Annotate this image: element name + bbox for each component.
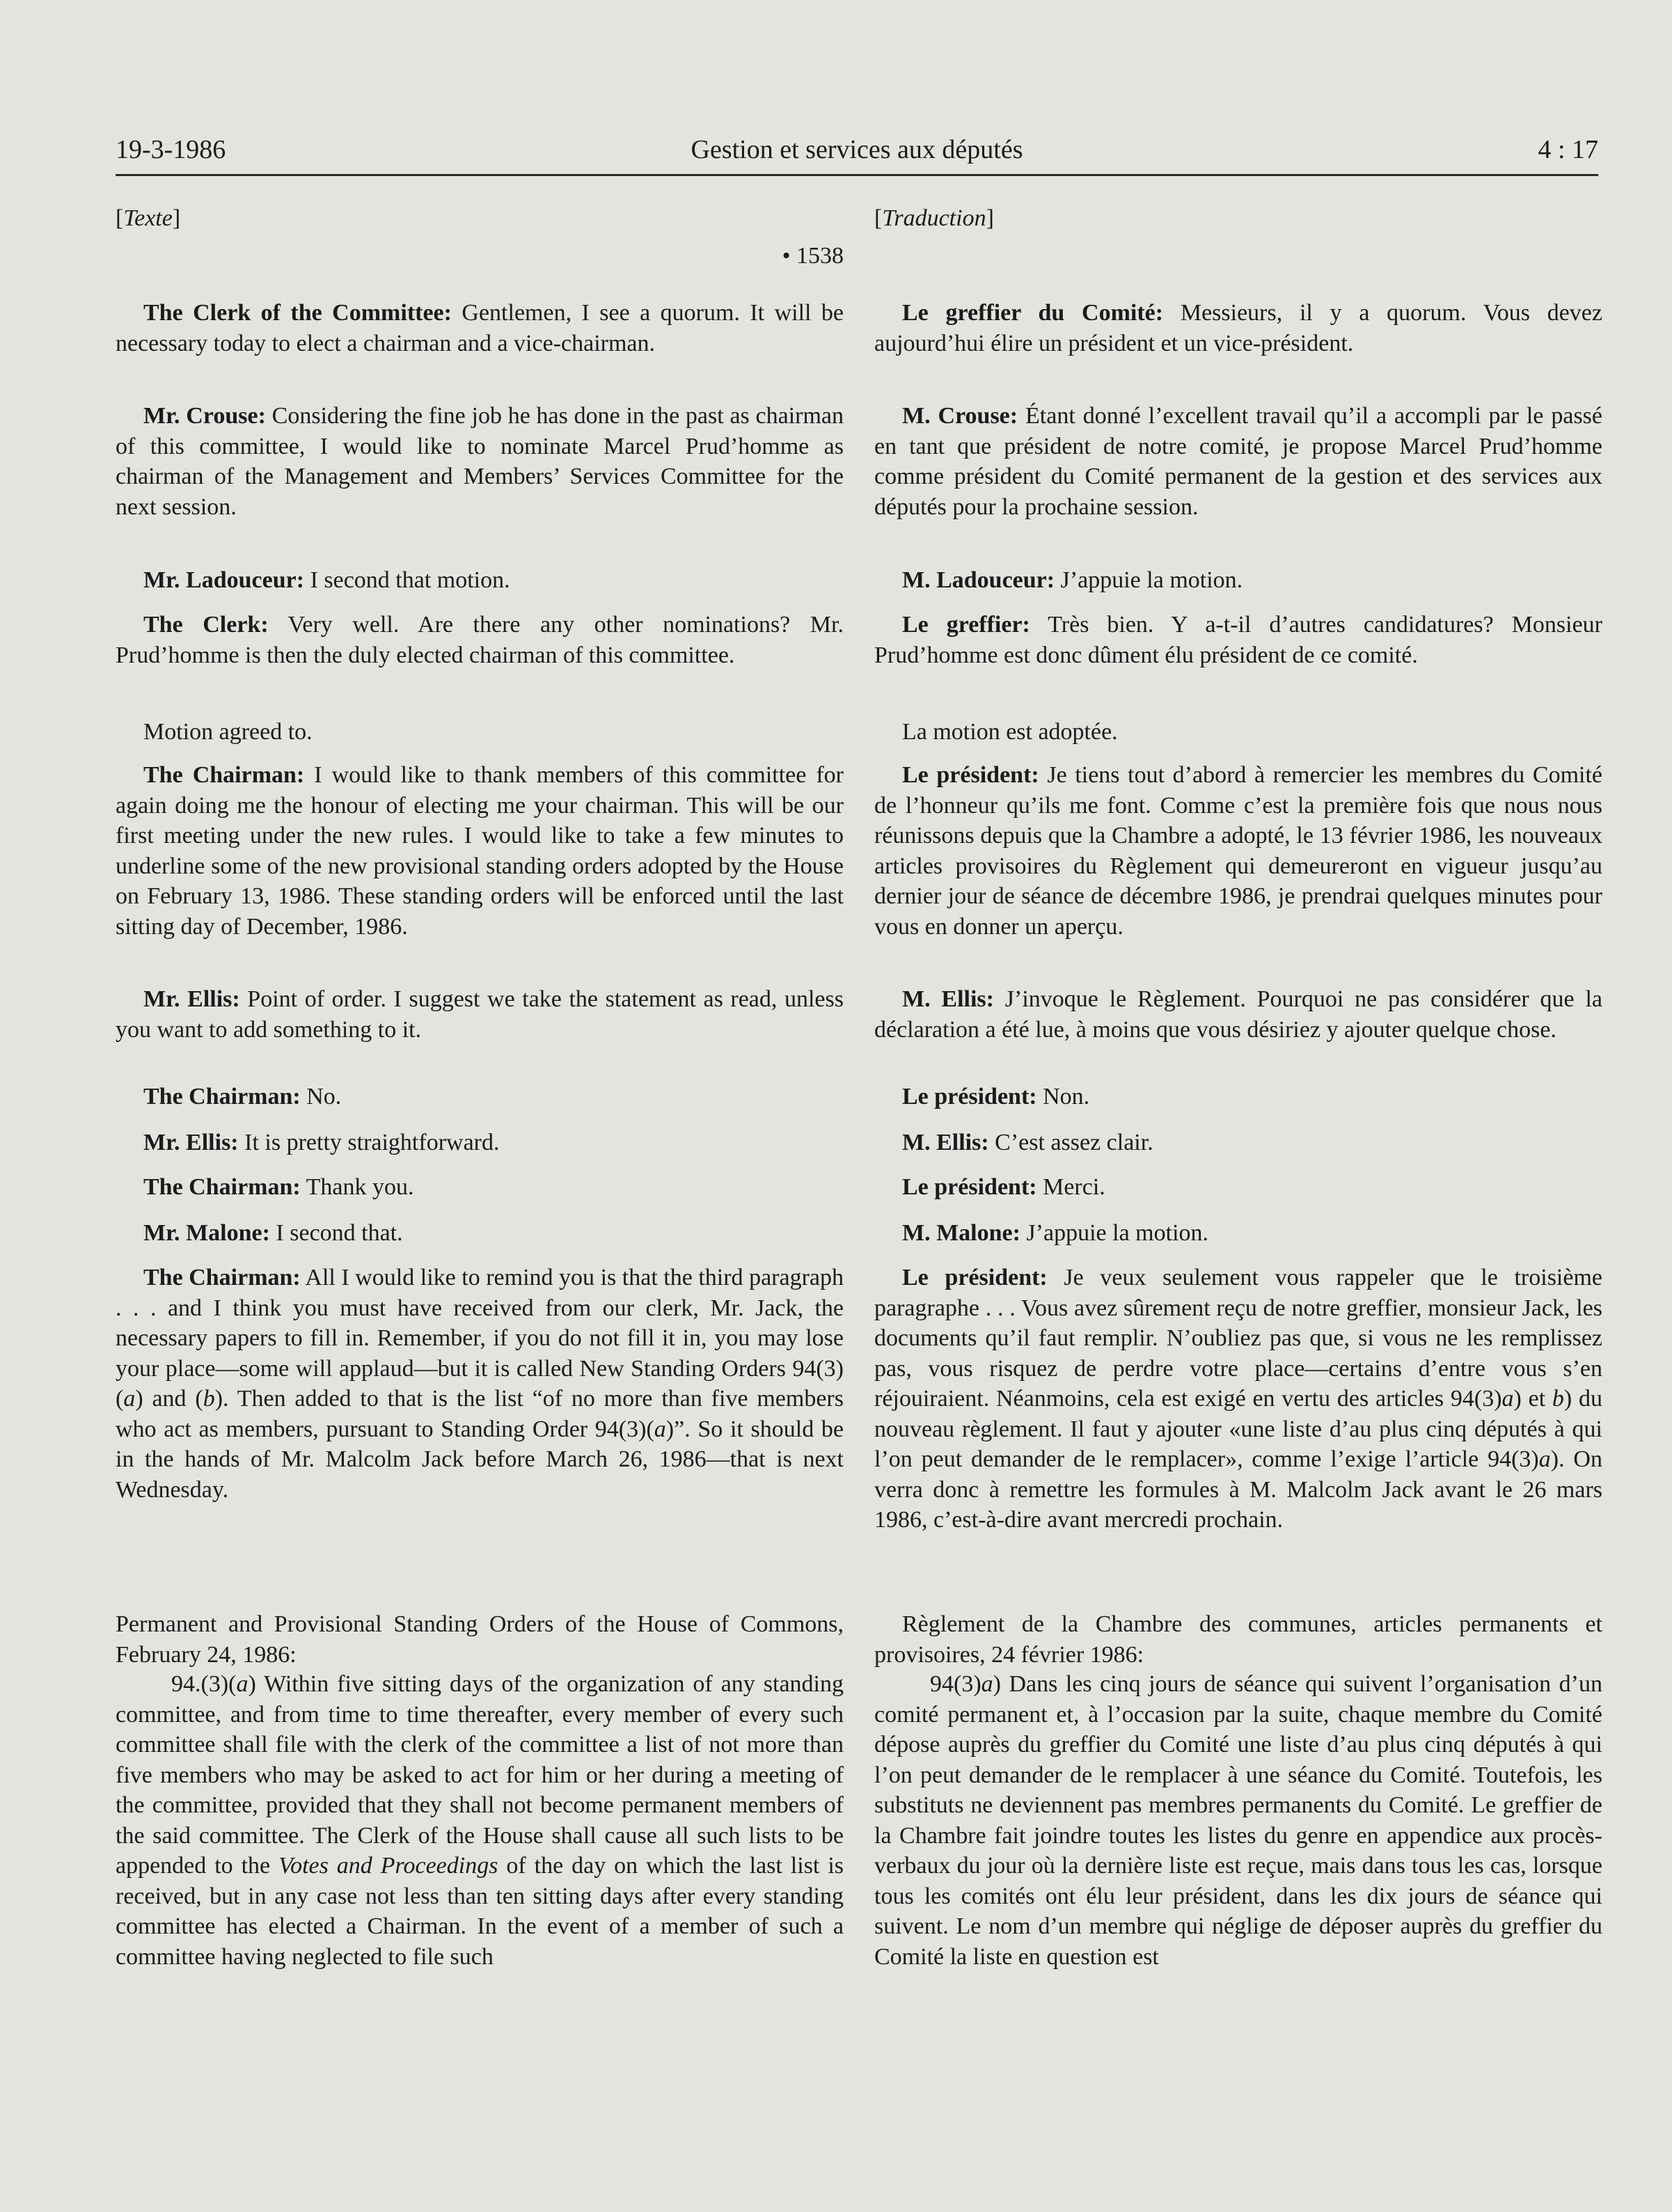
header-date: 19-3-1986 xyxy=(116,135,226,164)
quote-introduction: Règlement de la Chambre des communes, articles permanents et provisoires, 24 février 1986: xyxy=(874,1611,1602,1668)
paragraph: M. Crouse: Étant donné l’excellent travail qu’il a accompli par le passé en tant que président de notre comité, je propose Marcel Prud’homme comme président du Comité permanent de la gestion et des services aux députés pour la prochaine session. xyxy=(874,403,1602,520)
paragraph: Le président: Merci. xyxy=(902,1174,1105,1200)
paragraph: M. Ladouceur: J’appuie la motion. xyxy=(902,567,1243,593)
paragraph: Motion agreed to. xyxy=(143,719,313,745)
header-page-number: 4 : 17 xyxy=(1538,135,1598,164)
paragraph: La motion est adoptée. xyxy=(902,719,1118,745)
paragraph: The Chairman: No. xyxy=(143,1084,342,1109)
paragraph: M. Ellis: C’est assez clair. xyxy=(902,1130,1153,1155)
paragraph: Le président: Je veux seulement vous rappeler que le troisième paragraphe . . . Vous avez sûrement reçu de notre greffier, monsieur Jack, les documents qu’il faut remplir. N’oubliez pas que, si vous ne les remplissez pas, vous risquez de perdre votre place—certains d’entre vous s’en réjouiraient. Néanmoins, cela est exigé en vertu des articles 94(3)a) et b) du nouveau règlement. Il faut y ajouter «une liste d’au plus cinq députés à qui l’on peut demander de le remplacer», comme l’exige l’article 94(3)a). On verra donc à remettre les formules à M. Malcolm Jack avant le 26 mars 1986, c’est-à-dire avant mercredi prochain. xyxy=(874,1265,1602,1533)
header-title: Gestion et services aux députés xyxy=(691,135,1023,164)
section-tag: [Texte] xyxy=(116,205,181,231)
paragraph: Mr. Ellis: Point of order. I suggest we take the statement as read, unless you want to add something to it. xyxy=(116,986,844,1043)
paragraph: Mr. Malone: I second that. xyxy=(143,1220,403,1246)
standing-order-quote: 94.(3)(a) Within five sitting days of the organization of any standing committee, and from time to time thereafter, every member of every such committee shall file with the clerk of the committee a list of not more than five members who may be asked to act for him or her during a meeting of the committee, provided that they shall not become permanent members of the said committee. The Clerk of the House shall cause all such lists to be appended to the Votes and Proceedings of the day on which the last list is received, but in any case not less than ten sitting days after every standing committee has elected a Chairman. In the event of a member of such a committee having neglected to file such xyxy=(116,1671,844,1970)
paragraph: Mr. Ladouceur: I second that motion. xyxy=(143,567,510,593)
quote-introduction: Permanent and Provisional Standing Orders of the House of Commons, February 24, 1986: xyxy=(116,1611,844,1668)
paragraph: Le greffier du Comité: Messieurs, il y a quorum. Vous devez aujourd’hui élire un président et un vice-président. xyxy=(874,300,1602,356)
standing-order-quote: 94(3)a) Dans les cinq jours de séance qui suivent l’organisation d’un comité permanent et, à l’occasion par la suite, chaque membre du Comité dépose auprès du greffier du Comité une liste d’au plus cinq députés à qui l’on peut demander de le remplacer à une séance du Comité. Toutefois, les substituts ne deviennent pas membres permanents du Comité. Le greffier de la Chambre fait joindre toutes les listes du genre en appendice aux procès-verbaux du jour où la dernière liste est reçue, mais dans tous les cas, lorsque tous les comités ont élu leur président, dans les dix jours de séance qui suivent. Le nom d’un membre qui néglige de déposer auprès du greffier du Comité la liste en question est xyxy=(874,1671,1602,1970)
section-tag: [Traduction] xyxy=(874,205,994,231)
paragraph: Le président: Je tiens tout d’abord à remercier les membres du Comité de l’honneur qu’ils me font. Comme c’est la première fois que nous nous réunissons depuis que la Chambre a adopté, le 13 février 1986, les nouveaux articles provisoires du Règlement qui demeureront en vigueur jusqu’au dernier jour de séance de décembre 1986, je prendrai quelques minutes pour vous en donner un aperçu. xyxy=(874,762,1603,940)
paragraph: The Clerk: Very well. Are there any other nominations? Mr. Prud’homme is then the duly elected chairman of this committee. xyxy=(116,612,844,668)
paragraph: Mr. Ellis: It is pretty straightforward. xyxy=(143,1130,500,1155)
paragraph: The Chairman: Thank you. xyxy=(143,1174,414,1200)
running-header xyxy=(116,129,1598,176)
paragraph: Le greffier: Très bien. Y a-t-il d’autres candidatures? Monsieur Prud’homme est donc dûment élu président de ce comité. xyxy=(874,612,1602,668)
paragraph: The Clerk of the Committee: Gentlemen, I see a quorum. It will be necessary today to elect a chairman and a vice-chairman. xyxy=(116,300,844,356)
paragraph: M. Ellis: J’invoque le Règlement. Pourquoi ne pas considérer que la déclaration a été lue, à moins que vous désiriez y ajouter quelque chose. xyxy=(874,986,1602,1043)
timestamp: • 1538 xyxy=(782,243,844,269)
paragraph: The Chairman: I would like to thank members of this committee for again doing me the honour of electing me your chairman. This will be our first meeting under the new rules. I would like to take a few minutes to underline some of the new provisional standing orders adopted by the House on February 13, 1986. These standing orders will be enforced until the last sitting day of December, 1986. xyxy=(116,762,844,940)
paragraph: Mr. Crouse: Considering the fine job he has done in the past as chairman of this committee, I would like to nominate Marcel Prud’homme as chairman of the Management and Members’ Services Committee for the next session. xyxy=(116,403,844,520)
paragraph: M. Malone: J’appuie la motion. xyxy=(902,1220,1209,1246)
paragraph: Le président: Non. xyxy=(902,1084,1090,1109)
paragraph: The Chairman: All I would like to remind you is that the third paragraph . . . and I think you must have received from our clerk, Mr. Jack, the necessary papers to fill in. Remember, if you do not fill it in, you may lose your place—some will applaud—but it is called New Standing Orders 94(3)(a) and (b). Then added to that is the list “of no more than five members who act as members, pursuant to Standing Order 94(3)(a)”. So it should be in the hands of Mr. Malcolm Jack before March 26, 1986—that is next Wednesday. xyxy=(116,1265,844,1503)
